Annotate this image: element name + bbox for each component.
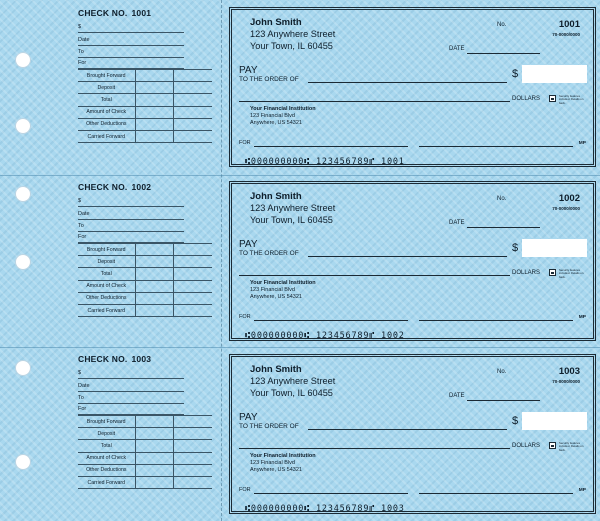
check-stub (78, 354, 212, 514)
stub-to-label: To (78, 49, 84, 55)
stub-amount-field[interactable] (78, 23, 184, 33)
check-number-label: No. (497, 196, 507, 202)
micr-line: ⑆000000000⑆ 123456789⑈ 1003 (245, 504, 405, 514)
binder-hole (15, 118, 31, 134)
stub-ledger (78, 69, 212, 143)
ledger-row (78, 304, 212, 316)
dollar-sign: $ (512, 415, 519, 427)
ledger-cell[interactable] (173, 118, 212, 130)
security-note: Security features included. Details on back. (559, 268, 584, 279)
routing-fraction: 70-0000/0000 (552, 206, 580, 211)
check-stub (78, 182, 212, 342)
ledger-label: Other Deductions (78, 292, 135, 304)
ledger-label: Amount of Check (78, 452, 135, 464)
ledger-label: Carried Forward (78, 476, 135, 488)
stub-check-number: 1003 (131, 354, 152, 364)
amount-box[interactable] (522, 412, 587, 430)
ledger-row (78, 118, 212, 130)
ledger-row (78, 280, 212, 292)
stub-amount-label: $ (78, 198, 82, 204)
stub-title (78, 354, 151, 364)
binder-hole (15, 186, 31, 202)
bank-name: Your Financial Institution (250, 280, 316, 286)
lock-icon (549, 95, 556, 102)
dollars-label: DOLLARS (512, 270, 541, 276)
ledger-label: Brought Forward (78, 416, 135, 428)
date-line[interactable] (467, 53, 540, 54)
mp-security-mark: MP (578, 488, 586, 493)
ledger-row (78, 268, 212, 280)
ledger-label: Deposit (78, 428, 135, 440)
check (229, 7, 596, 167)
stub-date-field[interactable] (78, 210, 184, 220)
stub-amount-field[interactable] (78, 197, 184, 207)
order-of-label: TO THE ORDER OF (239, 76, 299, 83)
stub-date-label: Date (78, 37, 90, 43)
ledger-label: Other Deductions (78, 464, 135, 476)
ledger-label: Total (78, 268, 135, 280)
payee-line[interactable] (308, 429, 507, 430)
stub-title-label: CHECK NO. (78, 354, 128, 364)
stub-to-field[interactable] (78, 222, 184, 232)
written-amount-line[interactable] (239, 448, 510, 449)
written-amount-line[interactable] (239, 275, 510, 276)
ledger-cell[interactable] (173, 106, 212, 118)
stub-amount-label: $ (78, 24, 82, 30)
security-note: Security features included. Details on back. (559, 94, 584, 105)
account-holder-address: 123 Anywhere Street (250, 376, 336, 386)
ledger-row (78, 428, 212, 440)
binder-hole (15, 360, 31, 376)
dollars-label: DOLLARS (512, 443, 541, 449)
ledger-cell[interactable] (173, 70, 212, 82)
date-line[interactable] (467, 227, 540, 228)
check-separator (0, 347, 600, 348)
ledger-label: Brought Forward (78, 70, 135, 82)
ledger-cell[interactable] (173, 428, 212, 440)
bank-name: Your Financial Institution (250, 453, 316, 459)
stub-for-field[interactable] (78, 233, 184, 243)
stub-to-label: To (78, 223, 84, 229)
account-holder-address: 123 Anywhere Street (250, 203, 336, 213)
security-note: Security features included. Details on back. (559, 441, 584, 452)
ledger-cell[interactable] (135, 106, 173, 118)
mp-security-mark: MP (578, 315, 586, 320)
written-amount-line[interactable] (239, 101, 510, 102)
date-label: DATE (449, 393, 465, 399)
order-of-label: TO THE ORDER OF (239, 423, 299, 430)
bank-city: Anywhere, US 54321 (250, 120, 302, 126)
ledger-cell[interactable] (135, 464, 173, 476)
ledger-row (78, 256, 212, 268)
ledger-cell[interactable] (135, 428, 173, 440)
binder-hole (15, 454, 31, 470)
memo-label: FOR (239, 487, 251, 493)
ledger-cell[interactable] (135, 304, 173, 316)
ledger-label: Deposit (78, 256, 135, 268)
ledger-cell[interactable] (173, 416, 212, 428)
ledger-cell[interactable] (173, 82, 212, 94)
ledger-label: Amount of Check (78, 106, 135, 118)
ledger-cell[interactable] (173, 476, 212, 488)
lock-icon (549, 442, 556, 449)
routing-fraction: 70-0000/0000 (552, 32, 580, 37)
ledger-cell[interactable] (135, 452, 173, 464)
amount-box[interactable] (522, 65, 587, 83)
stub-perforation (221, 0, 222, 521)
ledger-cell[interactable] (173, 244, 212, 256)
stub-for-field[interactable] (78, 59, 184, 69)
ledger-cell[interactable] (135, 292, 173, 304)
bank-address: 123 Financial Blvd (250, 460, 295, 466)
micr-line: ⑆000000000⑆ 123456789⑈ 1002 (245, 331, 405, 341)
stub-to-label: To (78, 395, 84, 401)
ledger-row (78, 94, 212, 106)
stub-check-number: 1002 (131, 182, 152, 192)
ledger-cell[interactable] (173, 292, 212, 304)
check-number-label: No. (497, 22, 507, 28)
ledger-cell[interactable] (135, 244, 173, 256)
ledger-cell[interactable] (135, 416, 173, 428)
stub-title-label: CHECK NO. (78, 182, 128, 192)
ledger-cell[interactable] (173, 440, 212, 452)
memo-line[interactable] (254, 493, 408, 494)
check-stub (78, 8, 212, 168)
stub-title (78, 182, 151, 192)
ledger-cell[interactable] (173, 130, 212, 142)
routing-fraction: 70-0000/0000 (552, 379, 580, 384)
ledger-label: Deposit (78, 82, 135, 94)
ledger-row (78, 106, 212, 118)
ledger-row (78, 416, 212, 428)
ledger-cell[interactable] (135, 130, 173, 142)
stub-check-number: 1001 (131, 8, 152, 18)
micr-line: ⑆000000000⑆ 123456789⑈ 1001 (245, 157, 405, 167)
date-label: DATE (449, 46, 465, 52)
check-number: 1002 (558, 193, 580, 204)
date-label: DATE (449, 220, 465, 226)
pay-label: PAY (239, 239, 258, 250)
stub-title (78, 8, 151, 18)
ledger-cell[interactable] (135, 70, 173, 82)
memo-line[interactable] (254, 146, 408, 147)
ledger-label: Other Deductions (78, 118, 135, 130)
stub-for-label: For (78, 406, 87, 412)
bank-city: Anywhere, US 54321 (250, 294, 302, 300)
ledger-row (78, 244, 212, 256)
check (229, 181, 596, 341)
signature-line[interactable] (419, 146, 573, 147)
stub-for-label: For (78, 60, 87, 66)
amount-box[interactable] (522, 239, 587, 257)
stub-date-field[interactable] (78, 382, 184, 392)
ledger-row (78, 452, 212, 464)
ledger-cell[interactable] (173, 268, 212, 280)
stub-date-label: Date (78, 211, 90, 217)
stub-date-field[interactable] (78, 36, 184, 46)
account-holder-city: Your Town, IL 60455 (250, 215, 333, 225)
account-holder-name: John Smith (250, 191, 302, 202)
ledger-label: Carried Forward (78, 130, 135, 142)
ledger-cell[interactable] (135, 268, 173, 280)
ledger-label: Total (78, 94, 135, 106)
stub-title-label: CHECK NO. (78, 8, 128, 18)
dollars-label: DOLLARS (512, 96, 541, 102)
ledger-cell[interactable] (135, 94, 173, 106)
stub-for-label: For (78, 234, 87, 240)
pay-label: PAY (239, 65, 258, 76)
check-separator (0, 175, 600, 176)
order-of-label: TO THE ORDER OF (239, 250, 299, 257)
pay-label: PAY (239, 412, 258, 423)
ledger-label: Amount of Check (78, 280, 135, 292)
ledger-row (78, 476, 212, 488)
payee-line[interactable] (308, 256, 507, 257)
ledger-cell[interactable] (135, 476, 173, 488)
signature-line[interactable] (419, 493, 573, 494)
account-holder-city: Your Town, IL 60455 (250, 388, 333, 398)
ledger-row (78, 440, 212, 452)
ledger-label: Total (78, 440, 135, 452)
signature-line[interactable] (419, 320, 573, 321)
account-holder-address: 123 Anywhere Street (250, 29, 336, 39)
check (229, 354, 596, 514)
memo-line[interactable] (254, 320, 408, 321)
ledger-row (78, 82, 212, 94)
dollar-sign: $ (512, 68, 519, 80)
account-holder-name: John Smith (250, 364, 302, 375)
ledger-label: Carried Forward (78, 304, 135, 316)
ledger-cell[interactable] (135, 118, 173, 130)
stub-date-label: Date (78, 383, 90, 389)
ledger-label: Brought Forward (78, 244, 135, 256)
date-line[interactable] (467, 400, 540, 401)
bank-address: 123 Financial Blvd (250, 113, 295, 119)
stub-ledger (78, 415, 212, 489)
mp-security-mark: MP (578, 141, 586, 146)
memo-label: FOR (239, 140, 251, 146)
stub-to-field[interactable] (78, 394, 184, 404)
account-holder-city: Your Town, IL 60455 (250, 41, 333, 51)
bank-address: 123 Financial Blvd (250, 287, 295, 293)
payee-line[interactable] (308, 82, 507, 83)
stub-to-field[interactable] (78, 48, 184, 58)
ledger-cell[interactable] (173, 94, 212, 106)
ledger-cell[interactable] (173, 304, 212, 316)
ledger-row (78, 464, 212, 476)
bank-name: Your Financial Institution (250, 106, 316, 112)
ledger-cell[interactable] (135, 280, 173, 292)
ledger-cell[interactable] (135, 82, 173, 94)
check-number: 1003 (558, 366, 580, 377)
binder-hole (15, 52, 31, 68)
binder-hole (15, 254, 31, 270)
stub-amount-field[interactable] (78, 369, 184, 379)
ledger-cell[interactable] (135, 440, 173, 452)
ledger-row (78, 292, 212, 304)
ledger-cell[interactable] (173, 280, 212, 292)
account-holder-name: John Smith (250, 17, 302, 28)
ledger-cell[interactable] (173, 452, 212, 464)
dollar-sign: $ (512, 242, 519, 254)
ledger-cell[interactable] (173, 464, 212, 476)
stub-amount-label: $ (78, 370, 82, 376)
ledger-row (78, 70, 212, 82)
stub-for-field[interactable] (78, 405, 184, 415)
check-number-label: No. (497, 369, 507, 375)
memo-label: FOR (239, 314, 251, 320)
ledger-cell[interactable] (173, 256, 212, 268)
bank-city: Anywhere, US 54321 (250, 467, 302, 473)
ledger-row (78, 130, 212, 142)
ledger-cell[interactable] (135, 256, 173, 268)
stub-ledger (78, 243, 212, 317)
check-number: 1001 (558, 19, 580, 30)
lock-icon (549, 269, 556, 276)
